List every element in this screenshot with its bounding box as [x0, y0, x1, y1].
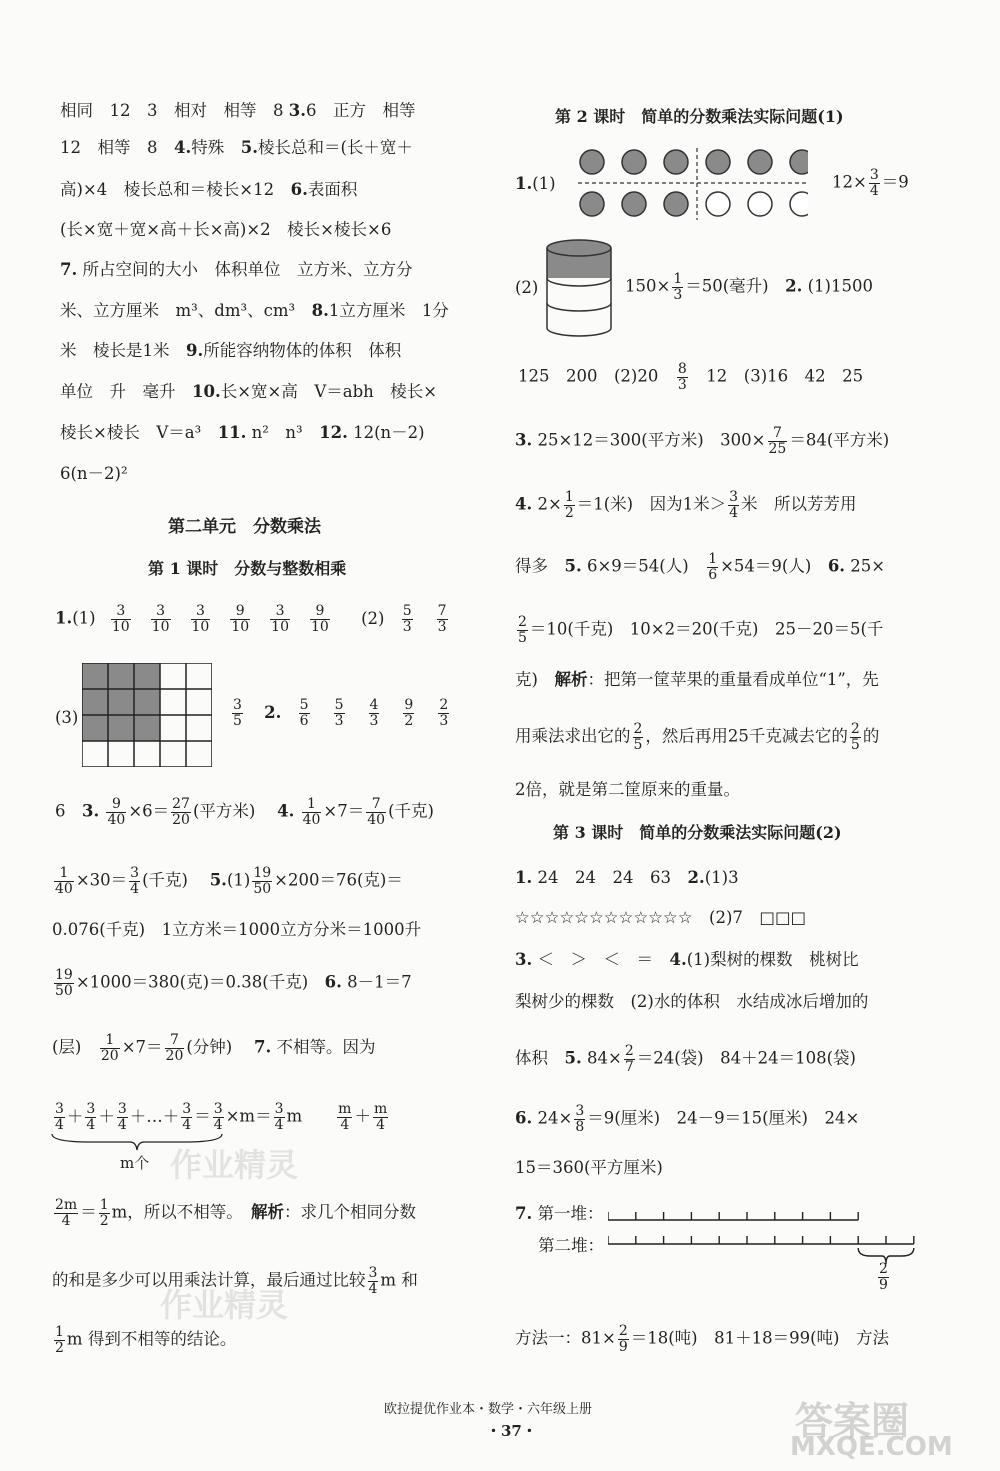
fraction: $\frac{3}{10}$ [111, 603, 130, 635]
fraction: $\frac{4}{3}$ [369, 697, 379, 729]
q1-line: 1.(1) $\frac{3}{10}$ $\frac{3}{10}$ $\frac{3}{10}$ $\frac{9}{10}$ $\frac{3}{10}$ $\frac{9}{10}$ (2) $\frac{5}{3}$ $\frac{7}{3}$ [55, 603, 447, 635]
fraction: $\frac{1}{20}$ [100, 1032, 119, 1064]
answer-line: 用乘法求出它的 $\frac{2}{5}$ ，然后再用25千克减去它的 $\frac{2}{5}$ 的 [515, 721, 880, 753]
answer-line: ☆☆☆☆☆☆☆☆☆☆☆☆ (2)7 □□□ [515, 908, 807, 927]
r1-equation: 12× $\frac{3}{4}$ ＝9 [832, 167, 909, 199]
fraction: $\frac{1}{2}$ [99, 1197, 109, 1229]
fraction: $\frac{3}{5}$ [233, 697, 242, 729]
fraction: $\frac{3}{4}$ [869, 167, 879, 199]
fraction: $\frac{5}{6}$ [299, 697, 309, 729]
fraction: $\frac{7}{3}$ [437, 603, 447, 635]
fraction: $\frac{2m}{4}$ [55, 1197, 78, 1229]
book-title: 欧拉提优作业本・数学・六年级上册 [384, 1402, 593, 1417]
answer-line: 米 棱长是1米 9.所能容纳物体的体积 体积 [60, 341, 402, 360]
answer-line: 6(n－2)² [60, 464, 128, 483]
fraction: $\frac{3}{4}$ [117, 1101, 127, 1133]
fraction: $\frac{2}{3}$ [439, 697, 449, 729]
answer-line: 0.076(千克) 1立方米＝1000立方分米＝1000升 [52, 920, 422, 939]
fraction: $\frac{2}{7}$ [624, 1043, 634, 1075]
watermark: 作业精灵 [160, 1286, 289, 1324]
fraction: $\frac{3}{10}$ [151, 603, 170, 635]
page-number: ・37・ [486, 1422, 537, 1440]
answer-line: 米、立方厘米 m³、dm³、cm³ 8.1立方厘米 1分 [60, 301, 449, 320]
fraction: $\frac{1}{2}$ [564, 489, 574, 521]
fraction: $\frac{1}{3}$ [673, 271, 683, 303]
pile-one-label: 7. 第一堆： [515, 1204, 604, 1223]
q2-line: $\frac{3}{5}$ 2. $\frac{5}{6}$ $\frac{5}{3}$ $\frac{4}{3}$ $\frac{9}{2}$ $\frac{2}{3}$ [233, 697, 449, 729]
answer-line: 6. 24× $\frac{3}{8}$ ＝9(厘米) 24－9＝15(厘米) 24× [515, 1103, 860, 1135]
answer-line: 体积 5. 84× $\frac{2}{7}$ ＝24(袋) 84＋24＝108(袋) [515, 1043, 856, 1075]
fraction: $\frac{19}{50}$ [253, 865, 272, 897]
fraction: $\frac{7}{20}$ [165, 1032, 184, 1064]
r2-label: (2) [515, 278, 539, 297]
fraction: $\frac{3}{4}$ [274, 1101, 284, 1133]
answer-line: $\frac{2}{5}$ ＝10(千克) 10×2＝20(千克) 25－20＝5(千 [518, 614, 884, 646]
fraction: $\frac{8}{3}$ [677, 361, 687, 393]
q6-line: $\frac{19}{50}$ ×1000＝380(克)＝0.38(千克) 6. 8－1＝7 [55, 967, 412, 999]
fraction: $\frac{3}{4}$ [55, 1101, 64, 1133]
watermark: 答案圈 [795, 1399, 910, 1443]
q7-line: (层) $\frac{1}{20}$ ×7＝ $\frac{7}{20}$ (分钟) 7. 不相等。因为 [52, 1032, 376, 1064]
watermark: MXQE.COM [790, 1432, 953, 1462]
brace-label: m个 [120, 1154, 150, 1172]
answer-line: 2倍，就是第二筐原来的重量。 [515, 780, 740, 799]
fraction: $\frac{9}{10}$ [231, 603, 250, 635]
fraction: $\frac{m}{4}$ [373, 1101, 388, 1133]
answer-line: 4. 2× $\frac{1}{2}$ ＝1(米) 因为1米＞ $\frac{3}{4}$ 米 所以芳芳用 [515, 489, 857, 521]
fraction: $\frac{m}{4}$ [338, 1101, 352, 1133]
lesson-title: 第 2 课时 简单的分数乘法实际问题(1) [555, 107, 844, 126]
answer-line: 相同 12 3 相对 相等 8 3.6 正方 相等 [60, 101, 416, 120]
fraction: $\frac{19}{50}$ [55, 967, 73, 999]
fraction: $\frac{9}{2}$ [404, 697, 414, 729]
cylinder-diagram [545, 238, 613, 338]
fraction: $\frac{3}{4}$ [86, 1101, 96, 1133]
fraction: $\frac{1}{2}$ [55, 1324, 64, 1356]
fraction: $\frac{3}{10}$ [191, 603, 210, 635]
fraction: $\frac{3}{10}$ [271, 603, 289, 635]
q5-line: $\frac{1}{40}$ ×30＝ $\frac{3}{4}$ (千克) 5.(1) $\frac{19}{50}$ ×200＝76(克)＝ [55, 865, 403, 897]
fraction: $\frac{3}{4}$ [213, 1101, 223, 1133]
answer-line: 7. 所占空间的大小 体积单位 立方米、立方分 [60, 260, 413, 279]
answer-line: 125 200 (2)20 $\frac{8}{3}$ 12 (3)16 42 25 [518, 361, 864, 393]
answer-line: 梨树少的棵数 (2)水的体积 水结成冰后增加的 [515, 992, 869, 1011]
fraction: $\frac{1}{6}$ [708, 551, 718, 583]
answer-line: $\frac{1}{2}$ m 得到不相等的结论。 [55, 1324, 237, 1356]
fraction: $\frac{3}{8}$ [575, 1103, 585, 1135]
answer-line: 15＝360(平方厘米) [515, 1158, 663, 1177]
watermark: 作业精灵 [170, 1146, 299, 1184]
q1-sub3-label: (3) [55, 708, 79, 727]
lesson-title: 第 1 课时 分数与整数相乘 [148, 559, 347, 578]
fraction: $\frac{5}{3}$ [402, 603, 412, 635]
fraction: $\frac{9}{40}$ [107, 796, 126, 828]
answer-line: 的和是多少可以用乘法计算，最后通过比较 $\frac{3}{4}$ m 和 [52, 1265, 418, 1297]
fraction: $\frac{2}{9}$ [879, 1261, 888, 1293]
answer-line: 3. ＜ ＞ ＜ ＝ 4.(1)梨树的棵数 桃树比 [515, 950, 859, 969]
fraction: $\frac{1}{40}$ [55, 865, 73, 897]
answer-line: 克) 解析：把第一筐苹果的重量看成单位“1”，先 [515, 670, 879, 689]
answer-line: $\frac{2m}{4}$ ＝ $\frac{1}{2}$ m，所以不相等。 解析：求几个相同分数 [55, 1197, 417, 1229]
fraction: $\frac{27}{20}$ [172, 796, 190, 828]
sum-line: $\frac{3}{4}$ ＋ $\frac{3}{4}$ ＋ $\frac{3}{4}$ ＋…＋ $\frac{3}{4}$ ＝ $\frac{3}{4}$ ×m＝ $\frac{3}{4}$ m $\frac{m}{4}$ ＋ $\frac{m}{4}$ [55, 1101, 388, 1133]
fraction: $\frac{9}{10}$ [311, 603, 329, 635]
q3-line: 6 3. $\frac{9}{40}$ ×6＝ $\frac{27}{20}$ (平方米) 4. $\frac{1}{40}$ ×7＝ $\frac{7}{40}$ (千克) [55, 796, 434, 828]
answer-line: (长×宽＋宽×高＋长×高)×2 棱长×棱长×6 [60, 220, 392, 239]
fraction: $\frac{2}{5}$ [850, 721, 860, 753]
fraction: $\frac{3}{4}$ [130, 865, 140, 897]
shaded-grid [82, 663, 212, 767]
fraction: $\frac{1}{40}$ [302, 796, 321, 828]
pile-two-label: 第二堆： [538, 1236, 604, 1255]
answer-line: 1. 24 24 24 63 2.(1)3 [515, 868, 739, 887]
answer-line: 方法一：81× $\frac{2}{9}$ ＝18(吨) 81＋18＝99(吨) 方法 [515, 1323, 889, 1355]
answer-line: 3. 25×12＝300(平方米) 300× $\frac{7}{25}$ ＝84(平方米) [515, 425, 890, 457]
lesson-title: 第 3 课时 简单的分数乘法实际问题(2) [553, 823, 842, 842]
circle-diagram [578, 146, 808, 222]
fraction: $\frac{5}{3}$ [334, 697, 344, 729]
r1-label: 1.(1) [515, 174, 556, 193]
unit-title: 第二单元 分数乘法 [168, 517, 321, 537]
fraction: $\frac{2}{5}$ [518, 614, 527, 646]
fraction: $\frac{3}{4}$ [368, 1265, 378, 1297]
r2-equation: 150× $\frac{1}{3}$ ＝50(毫升) 2. (1)1500 [625, 271, 873, 303]
grid-shaded-area [82, 663, 160, 741]
fraction: $\frac{2}{5}$ [633, 721, 643, 753]
answer-line: 单位 升 毫升 10.长×宽×高 V＝abh 棱长× [60, 382, 438, 401]
fraction: $\frac{3}{4}$ [729, 489, 739, 521]
fraction: $\frac{7}{25}$ [768, 425, 787, 457]
answer-line: 得多 5. 6×9＝54(人) $\frac{1}{6}$ ×54＝9(人) 6. 25× [515, 551, 886, 583]
fraction: $\frac{3}{4}$ [182, 1101, 192, 1133]
answer-line: 棱长×棱长 V＝a³ 11. n² n³ 12. 12(n－2) [60, 423, 425, 442]
answer-line: 12 相等 8 4.特殊 5.棱长总和＝(长＋宽＋ [60, 138, 413, 157]
answer-line: 高)×4 棱长总和＝棱长×12 6.表面积 [60, 180, 358, 199]
fraction: $\frac{7}{40}$ [367, 796, 386, 828]
fraction: $\frac{2}{9}$ [618, 1323, 628, 1355]
